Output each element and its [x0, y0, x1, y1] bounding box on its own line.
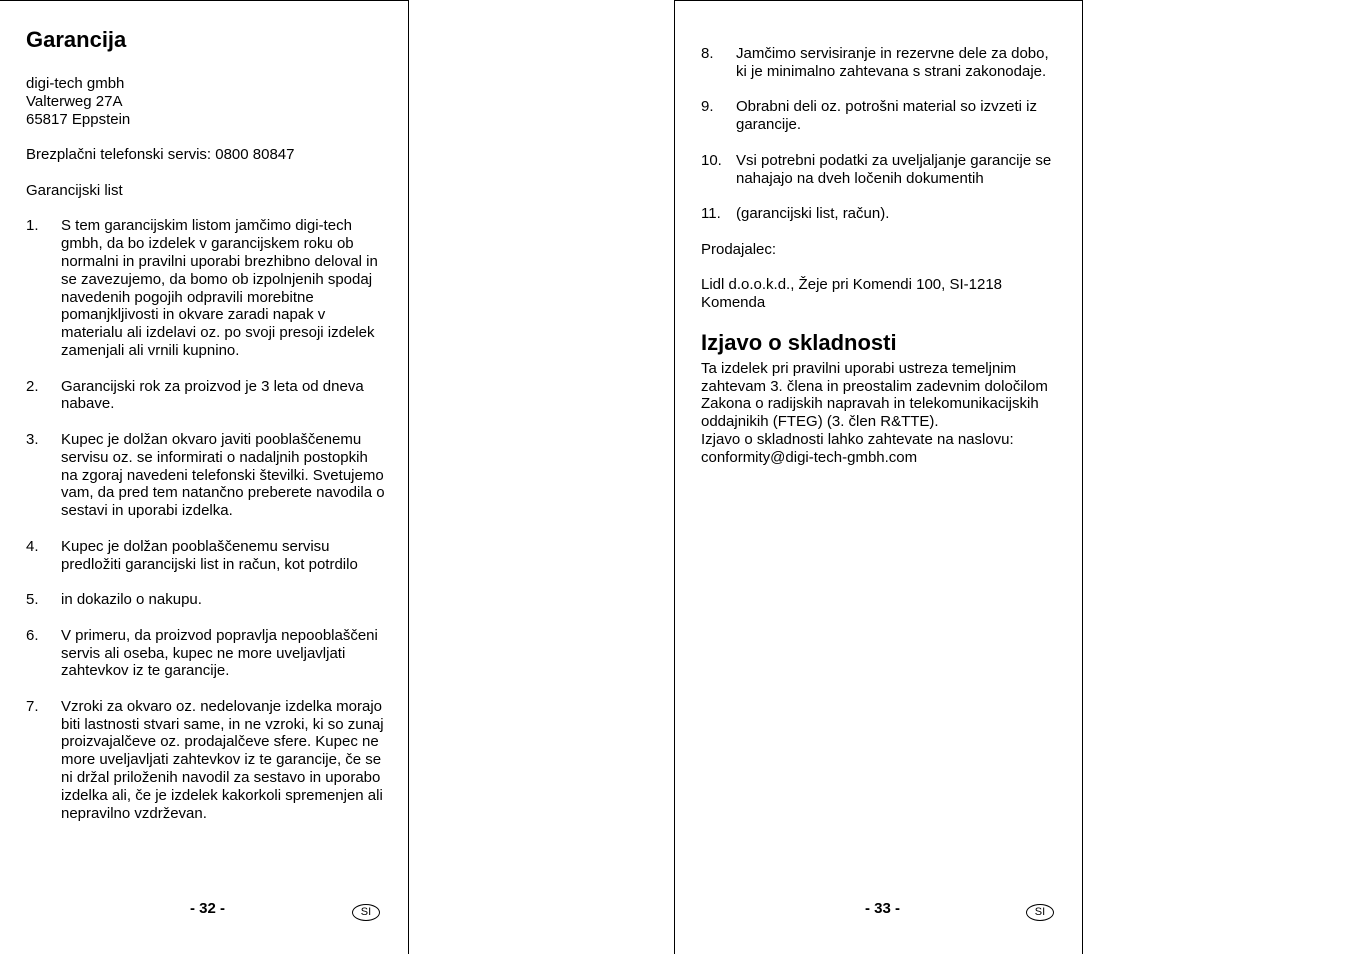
item-text: Kupec je dolžan pooblaščenemu servisu predložiti garancijski list in račun, kot potrdilo [61, 537, 358, 573]
item-text: in dokazilo o nakupu. [61, 591, 202, 609]
item-number: 6. [26, 626, 39, 644]
item-text: V primeru, da proizvod popravlja nepooblaščeni servis ali oseba, kupec ne more uveljavljati zahtevkov iz te garancije. [61, 626, 378, 680]
item-number: 4. [26, 537, 39, 555]
item-text: Kupec je dolžan okvaro javiti pooblaščenemu servisu oz. se informirati o nadaljnih postopkih na zgoraj navedeni telefonski številki. Svetujemo vam, da pred tem natančno preberete navodila o sestavi in uporabi izdelka. [61, 430, 385, 520]
item-text: Jamčimo servisiranje in rezervne dele za dobo, ki je minimalno zahtevana s strani zakonodaje. [736, 45, 1049, 80]
item-number: 9. [701, 98, 714, 116]
company-address [26, 75, 386, 128]
item-text: Vzroki za okvaro oz. nedelovanje izdelka morajo biti lastnosti stvari same, in ne vzroki, ki so zunaj proizvajalčeve oz. prodajalčeve sfere. Kupec ne more uveljavljati zahtevkov iz te garancije, če se ni držal priloženih navodil za sestavo in uporabo izdelka ali, če je izdelek kakorkoli spremenjen ali nepravilno vzdrževan. [61, 697, 384, 822]
warranty-terms-list-continued [701, 45, 1061, 223]
item-number: 7. [26, 697, 39, 715]
language-badge: SI [352, 904, 380, 921]
page-number: - 33 - [865, 900, 901, 917]
left-page-content [26, 27, 386, 840]
item-text: Garancijski rok za proizvod je 3 leta od dneva nabave. [61, 377, 364, 413]
list-item [26, 431, 386, 520]
service-hotline: Brezplačni telefonski servis: 0800 80847 [26, 146, 295, 164]
list-item [26, 591, 386, 609]
right-page-content [701, 45, 1061, 467]
section-title: Izjavo o skladnosti [701, 329, 897, 355]
list-item [701, 152, 1061, 188]
list-heading: Garancijski list [26, 181, 123, 199]
list-item [26, 698, 386, 823]
warranty-terms-list [26, 217, 386, 822]
address-line: 65817 Eppstein [26, 110, 131, 128]
item-text: Vsi potrebni podatki za uveljaljanje garancije se nahajajo na dveh ločenih dokumentih [736, 151, 1052, 187]
address-line: Valterweg 27A [26, 92, 123, 110]
conformity-request: Izjavo o skladnosti lahko zahtevate na naslovu: [701, 430, 1014, 448]
item-number: 10. [701, 151, 722, 169]
conformity-statement: Ta izdelek pri pravilni uporabi ustreza temeljnim zahtevam 3. člena in preostalim zadevnim določilom Zakona o radijskih napravah in telekomunikacijskih oddajnikih (FTEG) (3. člen R&TTE). [701, 359, 1048, 431]
list-item [701, 45, 1061, 81]
list-item [701, 205, 1061, 223]
list-item [26, 538, 386, 574]
item-number: 3. [26, 430, 39, 448]
item-text: Obrabni deli oz. potrošni material so izvzeti iz garancije. [736, 98, 1037, 134]
left-page [0, 0, 409, 954]
item-number: 11. [701, 205, 721, 223]
list-item [26, 378, 386, 414]
item-text: (garancijski list, račun). [736, 205, 890, 223]
item-number: 8. [701, 45, 714, 62]
language-badge: SI [1026, 904, 1054, 921]
list-item [26, 217, 386, 359]
list-item [26, 627, 386, 680]
item-text: S tem garancijskim listom jamčimo digi-tech gmbh, da bo izdelek v garancijskem roku ob normalni in pravilni uporabi brezhibno deloval in se zavezujemo, da bomo ob izpolnjenih spodaj navedenih pogojih odpravili morebitne pomanjkljivosti in okvare zaradi napak v materialu ali izdelavi oz. po svoji presoji izdelek zamenjali ali vrnili kupnino. [61, 217, 378, 359]
item-number: 5. [26, 591, 39, 609]
conformity-text [701, 360, 1061, 467]
seller-label: Prodajalec: [701, 240, 777, 258]
seller-address: Lidl d.o.o.k.d., Žeje pri Komendi 100, SI-1218 Komenda [701, 276, 1003, 312]
item-number: 1. [26, 217, 39, 235]
page-title: Garancija [26, 27, 127, 52]
right-page [674, 0, 1083, 954]
list-item [701, 98, 1061, 134]
address-line: digi-tech gmbh [26, 75, 125, 92]
page-number: - 32 - [190, 900, 226, 917]
item-number: 2. [26, 377, 39, 395]
conformity-email: conformity@digi-tech-gmbh.com [701, 448, 918, 466]
